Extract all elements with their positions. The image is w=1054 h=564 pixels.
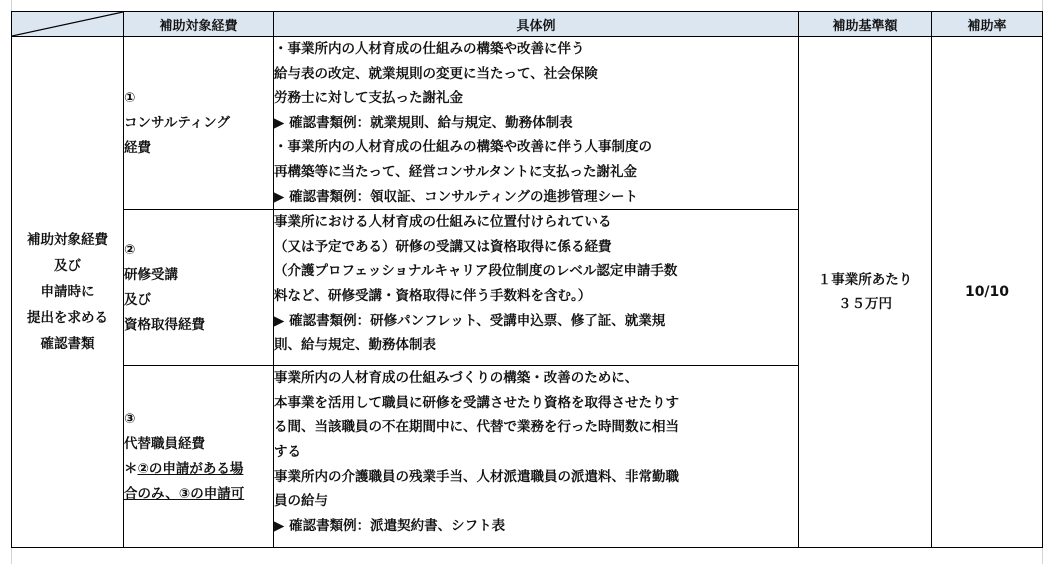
note-prefix: ＊ xyxy=(124,460,138,477)
category-cell[interactable] xyxy=(12,37,124,548)
category-line: 及び xyxy=(54,258,81,275)
item-name: 経費 xyxy=(124,139,151,156)
detail-cell-substitute[interactable] xyxy=(274,366,799,548)
diagonal-line xyxy=(12,12,123,36)
note-underlined: ②の申請がある場 xyxy=(137,460,244,477)
note-line xyxy=(124,457,273,482)
detail-line: 再構築等に当たって、経営コンサルタントに支払った謝礼金 xyxy=(274,163,638,180)
detail-line: 事業所内の人材育成の仕組みづくりの構築・改善のために、 xyxy=(274,370,639,387)
item-name: 研修受講 xyxy=(124,266,178,283)
category-line: 提出を求める xyxy=(27,310,108,327)
detail-line: 事業所内の介護職員の残業手当、人材派遣職員の派遣料、非常勤職 xyxy=(274,468,679,485)
item-name: 代替職員経費 xyxy=(124,435,205,452)
category-line: 確認書類 xyxy=(40,336,95,353)
detail-cell-training[interactable] xyxy=(274,210,799,366)
category-line: 申請時に xyxy=(40,284,95,301)
header-rate[interactable]: 補助率 xyxy=(932,12,1043,37)
detail-line: する xyxy=(274,443,301,460)
item-name: 資格取得経費 xyxy=(124,316,205,333)
item-number: ② xyxy=(124,241,136,258)
item-cell-substitute[interactable] xyxy=(124,366,274,548)
detail-line: 料など、研修受講・資格取得に伴う手数料を含む。） xyxy=(274,287,592,304)
detail-line: ・事業所内の人材育成の仕組みの構築や改善に伴う xyxy=(274,41,585,57)
item-note xyxy=(124,457,273,507)
detail-line: 員の給与 xyxy=(274,493,328,510)
detail-line: 事業所における人材育成の仕組みに位置付けられている xyxy=(274,214,612,231)
detail-cell-consulting[interactable] xyxy=(274,37,799,210)
detail-line: ▶ 確認書類例：領収証、コンサルティングの進捗管理シート xyxy=(274,188,639,205)
item-name: コンサルティング xyxy=(124,114,230,131)
corner-cell[interactable] xyxy=(12,12,124,37)
detail-line: ▶ 確認書類例：派遣契約書、シフト表 xyxy=(274,517,506,534)
detail-line: 労務士に対して支払った謝礼金 xyxy=(274,90,463,107)
amount-line: ３５万円 xyxy=(838,296,892,313)
detail-line: 給与表の改定、就業規則の変更に当たって、社会保険 xyxy=(274,65,598,82)
header-base-amount[interactable]: 補助基準額 xyxy=(799,12,932,37)
detail-line: ▶ 確認書類例：就業規則、給与規定、勤務体制表 xyxy=(274,114,573,131)
detail-line: ▶ 確認書類例：研修パンフレット、受講申込票、修了証、就業規 xyxy=(274,312,666,329)
header-row xyxy=(12,12,1043,37)
subsidy-table xyxy=(11,11,1043,548)
item-number: ③ xyxy=(124,410,136,427)
item-number: ① xyxy=(124,89,136,106)
rate-cell[interactable]: 10/10 xyxy=(932,37,1043,548)
base-amount-cell[interactable] xyxy=(799,37,932,548)
detail-line: 本事業を活用して職員に研修を受講させたり資格を取得させたりす xyxy=(274,394,679,411)
item-cell-training[interactable] xyxy=(124,210,274,366)
item-cell-consulting[interactable] xyxy=(124,37,274,210)
category-line: 補助対象経費 xyxy=(27,232,108,249)
detail-line: （介護プロフェッショナルキャリア段位制度のレベル認定申請手数 xyxy=(274,263,678,280)
header-examples[interactable]: 具体例 xyxy=(274,12,799,37)
detail-line: （又は予定である）研修の受講又は資格取得に係る経費 xyxy=(274,238,612,255)
detail-line: る間、当該職員の不在期間中に、代替で業務を行った時間数に相当 xyxy=(274,419,679,436)
header-subsidy-items[interactable]: 補助対象経費 xyxy=(124,12,274,37)
detail-line: 則、給与規定、勤務体制表 xyxy=(274,337,436,354)
note-line: 合のみ、③の申請可 xyxy=(124,485,245,502)
table-row xyxy=(12,37,1043,210)
detail-line: ・事業所内の人材育成の仕組みの構築や改善に伴う人事制度の xyxy=(274,139,652,156)
amount-line: １事業所あたり xyxy=(817,272,913,289)
item-name: 及び xyxy=(124,291,151,308)
